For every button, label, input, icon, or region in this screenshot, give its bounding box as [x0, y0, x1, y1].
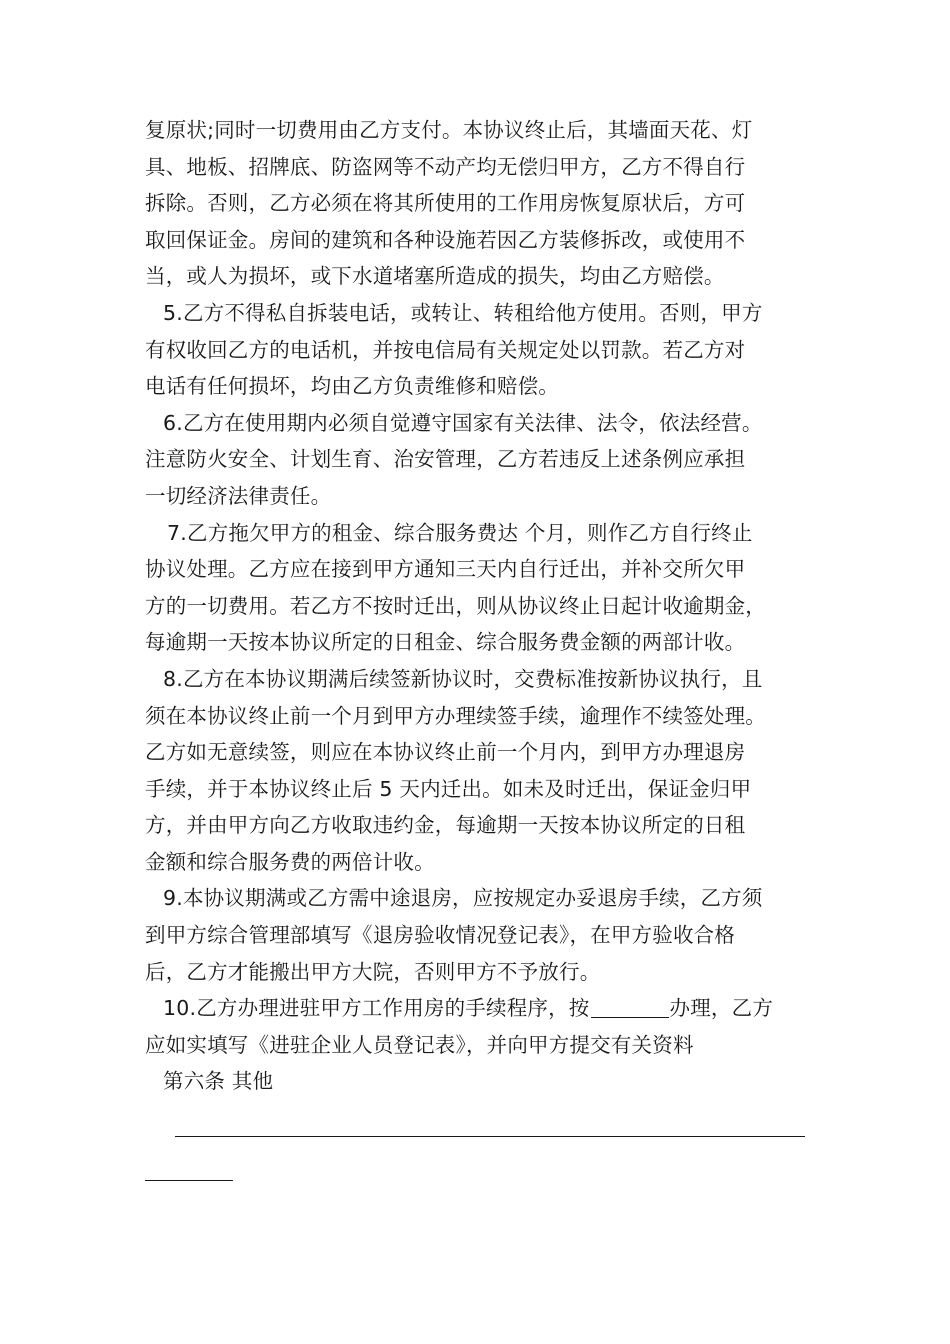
- text-line: 后，乙方才能搬出甲方大院，否则甲方不予放行。: [145, 959, 601, 984]
- clause-10-text-before: 10.乙方办理进驻甲方工作用房的手续程序，按: [163, 996, 590, 1021]
- text-line: 7.乙方拖欠甲方的租金、综合服务费达 个月，则作乙方自行终止: [167, 520, 753, 545]
- text-line: 方的一切费用。若乙方不按时迁出，则从协议终止日起计收逾期金，: [145, 593, 766, 618]
- clause-8: [145, 661, 825, 881]
- text-line: 金额和综合服务费的两倍计收。: [145, 849, 435, 874]
- document-body: [145, 112, 825, 1100]
- text-line: 方，并由甲方向乙方收取违约金，每逾期一天按本协议所定的日租: [145, 813, 746, 838]
- text-line: 取回保证金。房间的建筑和各种设施若因乙方装修拆改，或使用不: [145, 227, 746, 252]
- text-line: 当，或人为损坏，或下水道堵塞所造成的损失，均由乙方赔偿。: [145, 264, 725, 289]
- fill-in-blank: [591, 997, 669, 1018]
- text-line: 须在本协议终止前一个月到甲方办理续签手续，逾理作不续签处理。: [145, 703, 766, 728]
- intro-paragraph: [145, 112, 825, 295]
- article-heading: 第六条 其他: [163, 1069, 274, 1094]
- article-6: [145, 1063, 825, 1100]
- text-line: 乙方如无意续签，则应在本协议终止前一个月内，到甲方办理退房: [145, 740, 746, 765]
- text-line: 到甲方综合管理部填写《退房验收情况登记表》，在甲方验收合格: [145, 923, 736, 948]
- text-line: 复原状;同时一切费用由乙方支付。本协议终止后，其墙面天花、灯: [145, 118, 753, 142]
- text-line: 9.本协议期满或乙方需中途退房，应按规定办妥退房手续，乙方须: [163, 886, 763, 911]
- text-line: 具、地板、招牌底、防盗网等不动产均无偿归甲方，乙方不得自行: [145, 154, 746, 179]
- clause-5: [145, 295, 825, 405]
- clause-10: [145, 990, 825, 1063]
- clause-7: [145, 515, 825, 661]
- text-line: 电话有任何损坏，均由乙方负责维修和赔偿。: [145, 374, 559, 399]
- text-line: 拆除。否则，乙方必须在将其所使用的工作用房恢复原状后，方可: [145, 191, 746, 216]
- text-line: 8.乙方在本协议期满后续签新协议时，交费标准按新协议执行，且: [163, 666, 763, 691]
- text-line: [145, 990, 825, 1027]
- blank-fill-line: [175, 1136, 805, 1137]
- text-line: 5.乙方不得私自拆装电话，或转让、转租给他方使用。否则，甲方: [163, 300, 763, 325]
- blank-fill-line: [145, 1180, 233, 1181]
- text-line: 注意防火安全、计划生育、治安管理，乙方若违反上述条例应承担: [145, 447, 746, 472]
- text-line: 每逾期一天按本协议所定的日租金、综合服务费金额的两部计收。: [145, 630, 746, 655]
- clause-6: [145, 405, 825, 515]
- text-line: 有权收回乙方的电话机，并按电信局有关规定处以罚款。若乙方对: [145, 337, 746, 362]
- clause-9: [145, 880, 825, 990]
- text-line: 协议处理。乙方应在接到甲方通知三天内自行迁出，并补交所欠甲: [145, 557, 746, 582]
- clause-10-text-after: 办理，乙方: [669, 996, 774, 1021]
- text-line: 6.乙方在使用期内必须自觉遵守国家有关法律、法令，依法经营。: [163, 410, 763, 435]
- text-line: 应如实填写《进驻企业人员登记表》，并向甲方提交有关资料: [145, 1032, 694, 1057]
- text-line: 手续，并于本协议终止后 5 天内迁出。如未及时迁出，保证金归甲: [145, 776, 752, 801]
- text-line: 一切经济法律责任。: [145, 483, 332, 508]
